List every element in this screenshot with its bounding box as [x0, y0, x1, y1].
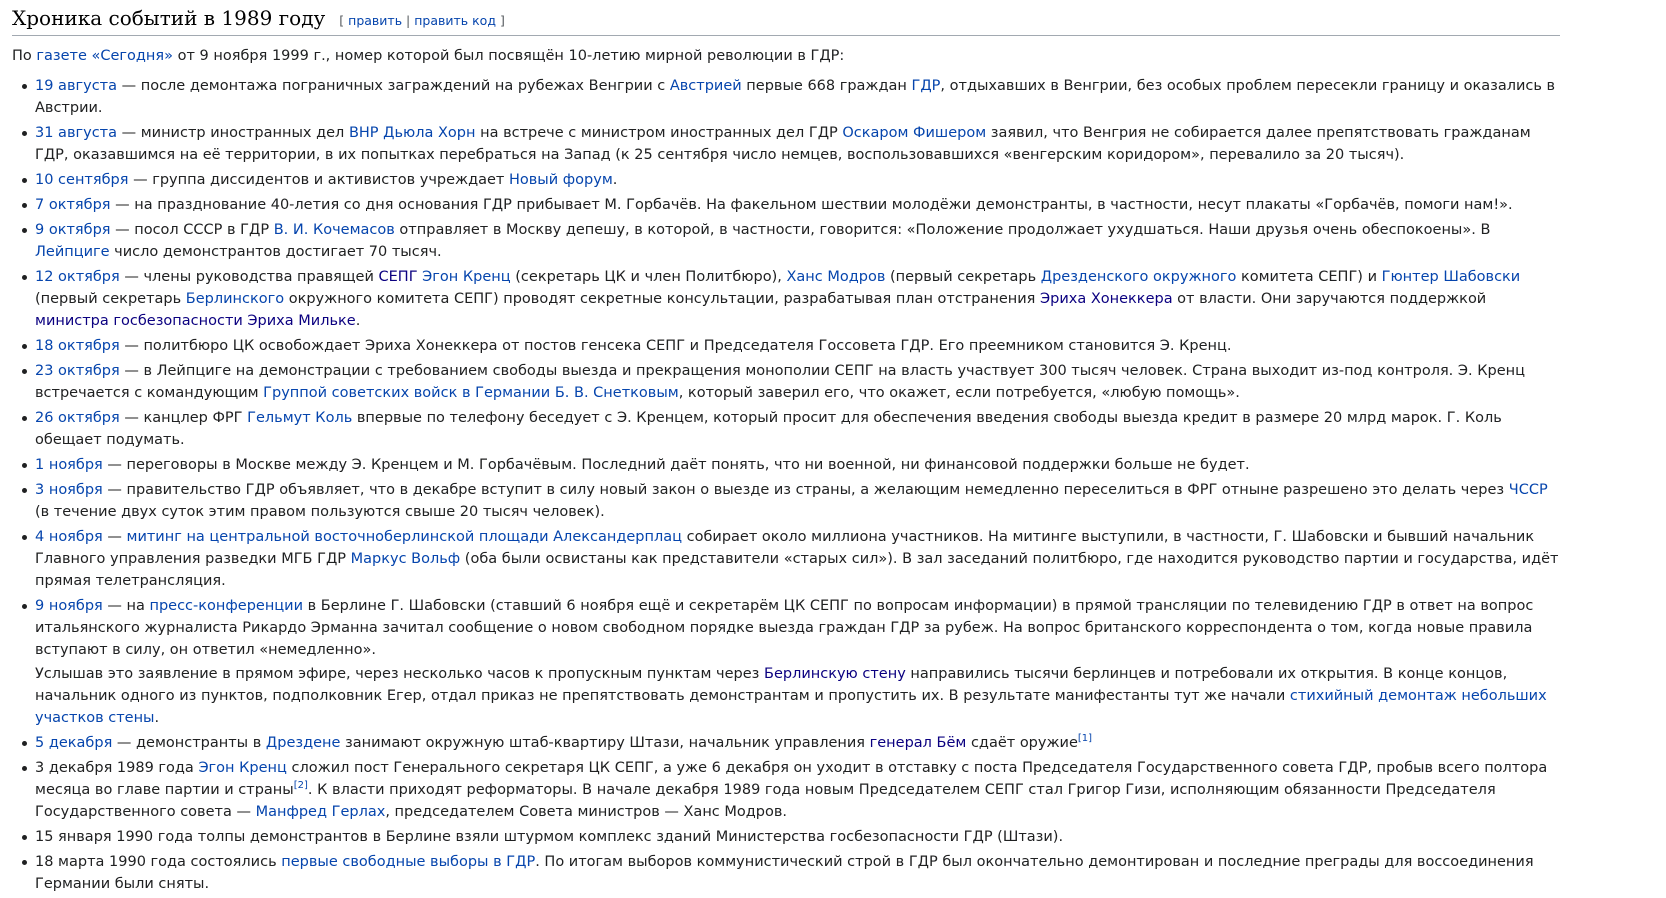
event-link[interactable]: ГДР — [911, 78, 941, 94]
event-text: (первый секретарь — [35, 291, 186, 307]
event-link[interactable]: первые свободные выборы в ГДР — [281, 854, 536, 870]
event-link[interactable]: Манфред Герлах — [255, 804, 386, 820]
event-text: от власти. Они заручаются поддержкой — [1172, 291, 1487, 307]
event-link[interactable]: Эриха Хонеккера — [1040, 291, 1173, 307]
event-text: (в течение двух суток этим правом пользуются свыше 20 тысяч человек). — [35, 504, 605, 520]
reference-marker — [294, 780, 308, 791]
event-item — [35, 479, 1560, 523]
event-text: — министр иностранных дел — [117, 125, 349, 141]
event-item — [35, 75, 1560, 119]
event-link[interactable]: 12 октября — [35, 269, 120, 285]
event-link[interactable]: пресс-конференции — [149, 598, 304, 614]
event-text: (секретарь ЦК и член Политбюро), — [510, 269, 787, 285]
event-item — [35, 335, 1560, 357]
event-text: — после демонтажа пограничных заграждений на рубежах Венгрии с — [117, 78, 670, 94]
event-text: — в Лейпциге на демонстрации с требованием свободы выезда и прекращения монополии СЕПГ на власть участвует 300 тысяч человек. Страна выходит из-под контроля. Э. Кренц встречается с командующим — [35, 363, 1526, 401]
event-link[interactable]: ВНР Дьюла Хорн — [348, 125, 476, 141]
event-text: (первый секретарь — [885, 269, 1041, 285]
event-text: , председателем Совета министров — Ханс Модров. — [385, 804, 788, 820]
intro-text: По — [12, 48, 37, 64]
edit-bracket-close: ] — [499, 13, 505, 28]
event-text: — члены руководства правящей — [119, 269, 379, 285]
event-link[interactable]: стихийный демонтаж небольших участков стены — [35, 688, 1547, 726]
event-item — [35, 219, 1560, 263]
event-text: — на празднование 40-летия со дня основания ГДР прибывает М. Горбачёв. На факельном шествии молодёжи демонстранты, в частности, несут плакаты «Горбачёв, помоги нам!». — [110, 197, 1513, 213]
intro-link-newspaper[interactable]: газете «Сегодня» — [36, 48, 174, 64]
reference-link[interactable]: [2] — [293, 780, 308, 792]
event-text: — группа диссидентов и активистов учреждает — [128, 172, 509, 188]
edit-source-link[interactable]: править код — [414, 13, 496, 28]
event-link[interactable]: 31 августа — [35, 125, 117, 141]
event-item — [35, 851, 1560, 895]
edit-section-links — [339, 13, 505, 28]
event-link[interactable]: Новый форум — [508, 172, 613, 188]
event-link[interactable]: 7 октября — [35, 197, 111, 213]
event-link[interactable]: Эгон Кренц — [198, 760, 287, 776]
event-text: (оба были освистаны как представители «старых сил»). В зал заседаний политбюро, где находится руководство партии и государства, идёт прямая телетрансляция. — [35, 551, 1559, 589]
article-content — [12, 2, 1560, 898]
event-text: первые 668 граждан — [741, 78, 912, 94]
event-item — [35, 169, 1560, 191]
edit-bracket-open: [ — [339, 13, 345, 28]
event-link[interactable]: 23 октября — [35, 363, 120, 379]
event-link[interactable]: Б. В. Снетковым — [554, 385, 679, 401]
event-item — [35, 407, 1560, 451]
event-text: Услышав это заявление в прямом эфире, через несколько часов к пропускным пунктам через — [35, 666, 764, 682]
event-link[interactable]: 10 сентября — [35, 172, 129, 188]
event-item — [35, 194, 1560, 216]
event-text: 3 декабря 1989 года — [35, 760, 199, 776]
event-text: впервые по телефону беседует с Э. Кренцем, который просит для обеспечения введения свободы выезда кредит в размере 20 млрд марок. Г. Коль обещает подумать. — [35, 410, 1502, 448]
event-link[interactable]: Берлинского — [185, 291, 285, 307]
event-link[interactable]: СЕПГ — [378, 269, 418, 285]
edit-separator: | — [406, 13, 411, 28]
event-link[interactable]: Гельмут Коль — [247, 410, 353, 426]
event-text: — канцлер ФРГ — [119, 410, 248, 426]
event-item — [35, 826, 1560, 848]
event-text: — демонстранты в — [112, 735, 266, 751]
event-link[interactable]: Дрездене — [265, 735, 341, 751]
reference-marker — [1078, 733, 1092, 744]
event-link[interactable]: Дрезденского окружного — [1040, 269, 1237, 285]
event-text: . — [154, 710, 160, 726]
events-list — [12, 75, 1560, 895]
event-item — [35, 360, 1560, 404]
event-text: . — [612, 172, 618, 188]
event-link[interactable]: Маркус Вольф — [350, 551, 461, 567]
event-link[interactable]: 19 августа — [35, 78, 117, 94]
event-text: . По итогам выборов коммунистический строй в ГДР был окончательно демонтирован и последние преграды для воссоединения Германии были сняты. — [35, 854, 1534, 892]
event-text: направились тысячи берлинцев и потребовали их открытия. В конце концов, начальник одного из пунктов, подполковник Егер, отдал приказ не препятствовать демонстрантам и пропустить их. В результате манифестанты тут же начали — [35, 666, 1508, 704]
event-link[interactable]: 9 ноября — [35, 598, 103, 614]
event-text: — правительство ГДР объявляет, что в декабре вступит в силу новый закон о выезде из страны, а желающим немедленно переселиться в ФРГ отныне разрешено это делать через — [102, 482, 1509, 498]
event-text: на встрече с министром иностранных дел ГДР — [475, 125, 843, 141]
intro-text: от 9 ноября 1999 г., номер которой был посвящён 10-летию мирной революции в ГДР: — [173, 48, 845, 64]
event-link[interactable]: 3 ноября — [35, 482, 103, 498]
event-text: , отдыхавших в Венгрии, без особых проблем пересекли границу и оказались в Австрии. — [35, 78, 1556, 116]
event-text: — на — [102, 598, 150, 614]
event-link[interactable]: 9 октября — [35, 222, 111, 238]
event-text: — переговоры в Москве между Э. Кренцем и М. Горбачёвым. Последний даёт понять, что ни военной, ни финансовой поддержки больше не будет. — [102, 457, 1250, 473]
event-link[interactable]: 26 октября — [35, 410, 120, 426]
event-link[interactable]: Эгон Кренц — [422, 269, 511, 285]
event-text: занимают окружную штаб-квартиру Штази, начальник управления — [340, 735, 870, 751]
event-text: — посол СССР в ГДР — [110, 222, 274, 238]
event-link[interactable]: 1 ноября — [35, 457, 103, 473]
section-title: Хроника событий в 1989 году — [12, 6, 326, 30]
event-text: сложил пост Генерального секретаря ЦК СЕПГ, а уже 6 декабря он уходит в отставку с поста Председателя Государственного совета ГДР, пробыв всего полтора месяца во главе партии и страны — [35, 760, 1548, 798]
event-item — [35, 526, 1560, 592]
event-item — [35, 757, 1560, 823]
event-text: отправляет в Москву депешу, в которой, в частности, говорится: «Положение продолжает ухудшаться. Наши друзья очень обеспокоены». В — [394, 222, 1491, 238]
event-link[interactable]: митинг на центральной восточноберлинской площади Александерплац — [126, 529, 682, 545]
event-text: , который заверил его, что окажет, если потребуется, «любую помощь». — [678, 385, 1240, 401]
event-item — [35, 122, 1560, 166]
event-link[interactable]: Австрией — [669, 78, 742, 94]
event-text: . К власти приходят реформаторы. В начале декабря 1989 года новым Председателем СЕПГ стал Григор Гизи, исполняющим обязанности Председателя Государственного совета — — [35, 782, 1496, 820]
event-text: сдаёт оружие — [966, 735, 1078, 751]
event-link[interactable]: 4 ноября — [35, 529, 103, 545]
event-link[interactable]: 18 октября — [35, 338, 120, 354]
event-item — [35, 732, 1560, 754]
edit-link[interactable]: править — [348, 13, 403, 28]
event-text: — политбюро ЦК освобождает Эриха Хонеккера от постов генсека СЕПГ и Председателя Госсовета ГДР. Его преемником становится Э. Кренц. — [119, 338, 1232, 354]
event-item — [35, 595, 1560, 661]
event-link[interactable]: Гюнтер Шабовски — [1381, 269, 1521, 285]
event-text: в Берлине Г. Шабовски (ставший 6 ноября ещё и секретарём ЦК СЕПГ по вопросам информации) в прямой трансляции по телевидению ГДР в ответ на вопрос итальянского журналиста Рикардо Эрманна зачитал сообщение о новом свободном порядке выезда граждан ГДР за рубеж. На вопрос британского корреспондента о том, когда новые правила вступают в силу, он ответил «немедленно». — [35, 598, 1534, 658]
event-link[interactable]: ЧССР — [1508, 482, 1548, 498]
event-link[interactable]: В. И. Кочемасов — [273, 222, 395, 238]
event-link[interactable]: Лейпциге — [35, 244, 110, 260]
event-item — [35, 454, 1560, 476]
event-text: собирает около миллиона участников. На митинге выступили, в частности, Г. Шабовски и бывший начальник Главного управления разведки МГБ ГДР — [35, 529, 1535, 567]
event-item — [35, 266, 1560, 332]
event-text: комитета СЕПГ) и — [1236, 269, 1382, 285]
event-link[interactable]: министра госбезопасности Эриха Мильке — [35, 313, 356, 329]
event-link[interactable]: 5 декабря — [35, 735, 113, 751]
reference-link[interactable]: [1] — [1077, 733, 1093, 745]
event-text: число демонстрантов достигает 70 тысяч. — [109, 244, 442, 260]
event-continuation — [35, 663, 1560, 729]
event-text: 18 марта 1990 года состоялись — [35, 854, 282, 870]
event-text: окружного комитета СЕПГ) проводят секретные консультации, разрабатывая план отстранения — [284, 291, 1041, 307]
event-text: . — [355, 313, 361, 329]
event-link[interactable]: Ханс Модров — [786, 269, 886, 285]
event-link[interactable]: Группой советских войск в Германии — [263, 385, 551, 401]
event-link[interactable]: Берлинскую стену — [764, 666, 906, 682]
event-text: заявил, что Венгрия не собирается далее препятствовать гражданам ГДР, оказавшимся на её территории, в их попытках перебраться на Запад (к 25 сентября число немцев, воспользовавшихся «венгерским коридором», перевалило за 20 тысяч). — [35, 125, 1531, 163]
event-text: — — [102, 529, 127, 545]
event-text: 15 января 1990 года толпы демонстрантов в Берлине взяли штурмом комплекс зданий Министерства госбезопасности ГДР (Штази). — [35, 829, 1064, 845]
intro-paragraph — [12, 45, 1560, 67]
event-link[interactable]: Оскаром Фишером — [842, 125, 987, 141]
section-heading — [12, 2, 1560, 36]
event-link[interactable]: генерал Бём — [869, 735, 967, 751]
